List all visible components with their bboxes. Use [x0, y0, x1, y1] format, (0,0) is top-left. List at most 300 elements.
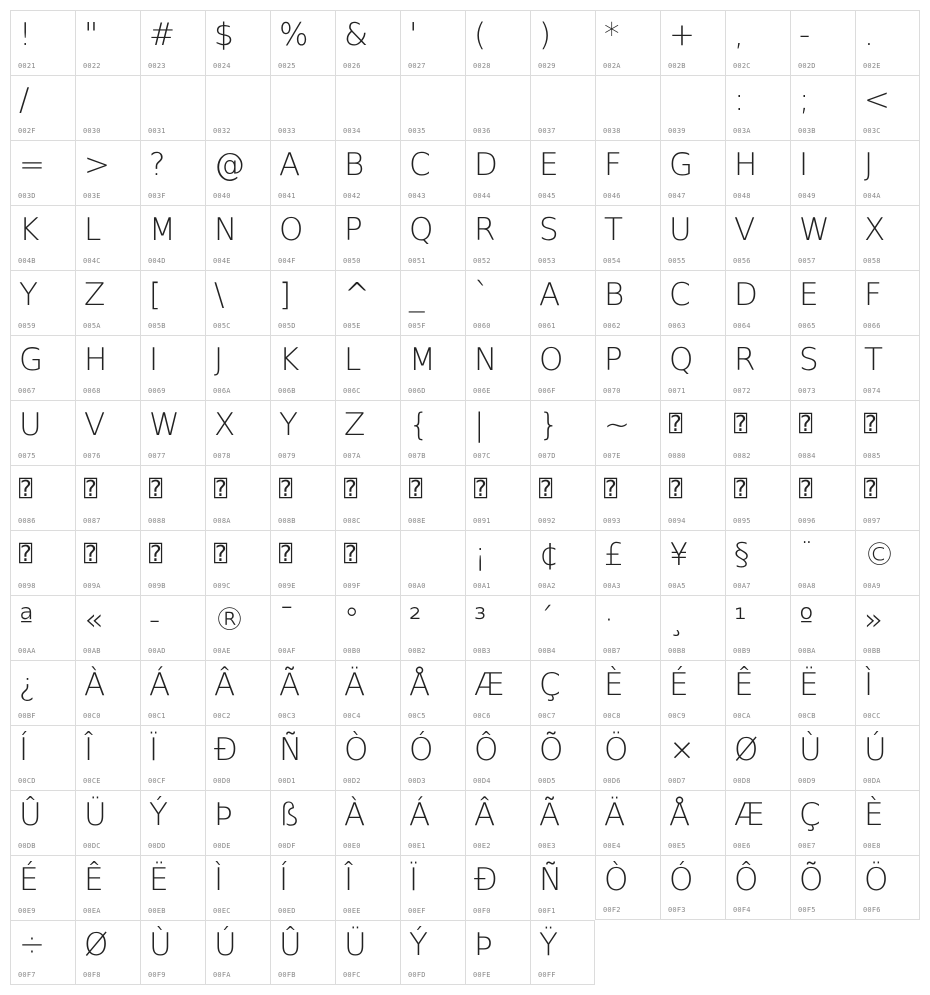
glyph-cell — [140, 920, 205, 985]
codepoint-label: 009C — [213, 582, 231, 590]
codepoint-label: 008A — [213, 517, 231, 525]
glyph-cell — [855, 75, 920, 140]
glyph-sample: Ä — [604, 797, 626, 833]
glyph-cell — [660, 400, 725, 465]
glyph-cell — [10, 465, 75, 530]
codepoint-label: 00C8 — [603, 712, 621, 720]
glyph-sample: Ê — [734, 667, 754, 703]
codepoint-label: 00D8 — [733, 777, 751, 785]
glyph-sample: Æ — [474, 667, 505, 703]
glyph-sample: Ò — [344, 732, 369, 768]
glyph-sample: Z — [344, 407, 366, 443]
glyph-cell — [205, 855, 270, 920]
glyph-cell — [335, 920, 400, 985]
glyph-cell — [140, 335, 205, 400]
glyph-cell — [790, 530, 855, 595]
glyph-sample: / — [19, 82, 30, 118]
glyph-sample: J — [864, 147, 874, 183]
glyph-cell — [400, 530, 465, 595]
glyph-cell — [855, 530, 920, 595]
codepoint-label: 0025 — [278, 62, 296, 70]
codepoint-label: 002D — [798, 62, 816, 70]
codepoint-label: 00CA — [733, 712, 751, 720]
codepoint-label: 0073 — [798, 387, 816, 395]
glyph-sample: G — [19, 342, 44, 378]
glyph-cell — [465, 660, 530, 725]
glyph-cell — [465, 855, 530, 920]
glyph-sample: ` — [474, 277, 490, 313]
glyph-sample: | — [474, 407, 485, 443]
codepoint-label: 00D2 — [343, 777, 361, 785]
glyph-sample: N — [474, 342, 498, 378]
glyph-sample: ® — [214, 602, 245, 638]
codepoint-label: 00A1 — [473, 582, 491, 590]
codepoint-label: 0038 — [603, 127, 621, 135]
glyph-cell — [270, 660, 335, 725]
glyph-sample: ⍰ — [409, 477, 423, 502]
codepoint-label: 00E4 — [603, 842, 621, 850]
glyph-cell — [595, 855, 660, 920]
glyph-cell — [10, 595, 75, 660]
glyph-sample: - — [799, 17, 811, 53]
glyph-cell — [465, 790, 530, 855]
glyph-cell — [10, 660, 75, 725]
codepoint-label: 0065 — [798, 322, 816, 330]
codepoint-label: 004A — [863, 192, 881, 200]
glyph-cell — [335, 725, 400, 790]
glyph-cell — [400, 270, 465, 335]
glyph-cell — [725, 595, 790, 660]
codepoint-label: 007D — [538, 452, 556, 460]
glyph-cell — [270, 270, 335, 335]
glyph-cell — [10, 725, 75, 790]
glyph-cell — [595, 270, 660, 335]
glyph-cell — [10, 855, 75, 920]
codepoint-label: 00CD — [18, 777, 36, 785]
glyph-sample: ⍰ — [19, 542, 33, 567]
glyph-cell — [270, 790, 335, 855]
glyph-cell — [140, 790, 205, 855]
glyph-sample: L — [84, 212, 102, 248]
glyph-cell — [855, 790, 920, 855]
codepoint-label: 0034 — [343, 127, 361, 135]
glyph-sample: W — [149, 407, 180, 443]
glyph-sample: A — [539, 277, 561, 313]
glyph-sample: Ð — [474, 862, 499, 898]
glyph-sample: E — [799, 277, 819, 313]
codepoint-label: 003C — [863, 127, 881, 135]
glyph-sample: ¿ — [19, 667, 36, 703]
glyph-cell — [855, 660, 920, 725]
codepoint-label: 006D — [408, 387, 426, 395]
codepoint-label: 00A5 — [668, 582, 686, 590]
glyph-sample: Ý — [409, 927, 428, 963]
glyph-cell — [595, 595, 660, 660]
glyph-sample: Û — [19, 797, 42, 833]
glyph-cell — [530, 920, 595, 985]
glyph-sample: D — [734, 277, 758, 313]
codepoint-label: 0054 — [603, 257, 621, 265]
codepoint-label: 00D3 — [408, 777, 426, 785]
codepoint-label: 0087 — [83, 517, 101, 525]
glyph-sample: ⍰ — [344, 477, 358, 502]
glyph-sample: \ — [214, 277, 225, 313]
glyph-sample: ª — [19, 602, 34, 638]
glyph-cell — [855, 140, 920, 205]
glyph-cell — [660, 790, 725, 855]
codepoint-label: 0047 — [668, 192, 686, 200]
codepoint-label: 0056 — [733, 257, 751, 265]
codepoint-label: 0062 — [603, 322, 621, 330]
glyph-cell — [660, 725, 725, 790]
codepoint-label: 00DF — [278, 842, 296, 850]
glyph-sample: ⍰ — [864, 412, 878, 437]
glyph-cell — [205, 205, 270, 270]
glyph-sample: ¸ — [669, 602, 685, 638]
glyph-cell — [660, 595, 725, 660]
glyph-cell — [660, 855, 725, 920]
codepoint-label: 00FA — [213, 971, 231, 979]
glyph-sample: = — [19, 147, 45, 183]
codepoint-label: 007C — [473, 452, 491, 460]
glyph-cell — [465, 920, 530, 985]
codepoint-label: 004D — [148, 257, 166, 265]
codepoint-label: 00AD — [148, 647, 166, 655]
glyph-cell — [140, 725, 205, 790]
glyph-sample: ] — [279, 277, 292, 313]
codepoint-label: 00A0 — [408, 582, 426, 590]
glyph-sample: Ü — [84, 797, 107, 833]
codepoint-label: 005E — [343, 322, 361, 330]
codepoint-label: 00F0 — [473, 907, 491, 915]
glyph-cell — [595, 530, 660, 595]
glyph-sample: ⍰ — [149, 477, 163, 502]
codepoint-label: 00DB — [18, 842, 36, 850]
glyph-sample: Å — [409, 667, 431, 703]
codepoint-label: 0028 — [473, 62, 491, 70]
codepoint-label: 005C — [213, 322, 231, 330]
glyph-sample: ⍰ — [799, 412, 813, 437]
glyph-cell — [400, 595, 465, 660]
codepoint-label: 00EF — [408, 907, 426, 915]
codepoint-label: 0091 — [473, 517, 491, 525]
glyph-sample: P — [604, 342, 623, 378]
glyph-sample: S — [799, 342, 819, 378]
codepoint-label: 00C9 — [668, 712, 686, 720]
codepoint-label: 004E — [213, 257, 231, 265]
codepoint-label: 0074 — [863, 387, 881, 395]
glyph-sample: ¨ — [799, 537, 815, 573]
glyph-sample: V — [734, 212, 756, 248]
codepoint-label: 006F — [538, 387, 556, 395]
glyph-sample: ⍰ — [604, 477, 618, 502]
codepoint-label: 00B3 — [473, 647, 491, 655]
codepoint-label: 00AF — [278, 647, 296, 655]
glyph-cell — [530, 790, 595, 855]
glyph-cell — [725, 530, 790, 595]
glyph-cell — [400, 465, 465, 530]
codepoint-label: 00FC — [343, 971, 361, 979]
glyph-sample: Ñ — [539, 862, 563, 898]
codepoint-label: 00E2 — [473, 842, 491, 850]
glyph-cell — [335, 790, 400, 855]
glyph-sample: G — [669, 147, 694, 183]
glyph-sample: , — [734, 17, 744, 53]
codepoint-label: 002F — [18, 127, 36, 135]
codepoint-label: 004C — [83, 257, 101, 265]
glyph-cell — [660, 530, 725, 595]
glyph-cell — [790, 855, 855, 920]
glyph-sample: Z — [84, 277, 106, 313]
glyph-cell — [530, 465, 595, 530]
glyph-cell — [465, 140, 530, 205]
codepoint-label: 002E — [863, 62, 881, 70]
glyph-sample: U — [19, 407, 42, 443]
glyph-sample: Y — [19, 277, 38, 313]
glyph-sample: ¡ — [474, 537, 487, 573]
glyph-cell — [10, 335, 75, 400]
glyph-cell — [855, 855, 920, 920]
glyph-cell — [855, 10, 920, 75]
glyph-cell — [205, 140, 270, 205]
glyph-cell — [75, 140, 140, 205]
glyph-cell — [270, 10, 335, 75]
glyph-sample: V — [84, 407, 106, 443]
codepoint-label: 002B — [668, 62, 686, 70]
glyph-sample: · — [604, 602, 614, 638]
codepoint-label: 00EA — [83, 907, 101, 915]
glyph-sample: È — [604, 667, 624, 703]
codepoint-label: 006C — [343, 387, 361, 395]
glyph-cell — [660, 270, 725, 335]
glyph-sample: Ÿ — [539, 927, 558, 963]
codepoint-label: 00CF — [148, 777, 166, 785]
glyph-sample: Ñ — [279, 732, 303, 768]
glyph-sample: ÷ — [19, 927, 45, 963]
glyph-cell — [465, 595, 530, 660]
codepoint-label: 00F6 — [863, 906, 881, 914]
glyph-cell — [205, 660, 270, 725]
glyph-cell — [10, 530, 75, 595]
glyph-cell — [595, 465, 660, 530]
glyph-cell — [725, 725, 790, 790]
glyph-sample: < — [864, 82, 890, 118]
codepoint-label: 007B — [408, 452, 426, 460]
glyph-cell — [725, 335, 790, 400]
glyph-cell — [75, 595, 140, 660]
glyph-cell — [75, 335, 140, 400]
codepoint-label: 00C5 — [408, 712, 426, 720]
codepoint-label: 00AA — [18, 647, 36, 655]
glyph-cell — [725, 790, 790, 855]
codepoint-label: 00BF — [18, 712, 36, 720]
glyph-sample: À — [344, 797, 366, 833]
glyph-cell — [725, 855, 790, 920]
codepoint-label: 0093 — [603, 517, 621, 525]
codepoint-label: 0053 — [538, 257, 556, 265]
glyph-cell — [140, 75, 205, 140]
codepoint-label: 0082 — [733, 452, 751, 460]
glyph-sample: ´ — [539, 602, 554, 638]
glyph-cell — [725, 140, 790, 205]
glyph-sample: ? — [149, 147, 166, 183]
codepoint-label: 00FD — [408, 971, 426, 979]
codepoint-label: 0033 — [278, 127, 296, 135]
glyph-cell — [465, 530, 530, 595]
glyph-cell — [855, 465, 920, 530]
glyph-cell — [790, 725, 855, 790]
glyph-cell — [790, 790, 855, 855]
codepoint-label: 0098 — [18, 582, 36, 590]
glyph-sample: ( — [474, 17, 487, 53]
glyph-sample: U — [669, 212, 692, 248]
glyph-sample: Ë — [799, 667, 819, 703]
glyph-cell — [75, 530, 140, 595]
glyph-sample: Î — [344, 862, 354, 898]
glyph-sample: Ú — [864, 732, 887, 768]
glyph-cell — [595, 660, 660, 725]
glyph-sample: [ — [149, 277, 162, 313]
glyph-sample: Ô — [734, 862, 759, 898]
glyph-cell — [140, 270, 205, 335]
glyph-sample: ⍰ — [539, 477, 553, 502]
glyph-sample: ¥ — [669, 537, 689, 573]
glyph-sample: Ã — [539, 797, 561, 833]
glyph-sample: } — [539, 407, 559, 443]
glyph-sample: ⍰ — [214, 542, 228, 567]
glyph-cell — [660, 75, 725, 140]
codepoint-label: 0024 — [213, 62, 231, 70]
codepoint-label: 00AB — [83, 647, 101, 655]
glyph-cell — [790, 465, 855, 530]
codepoint-label: 00FB — [278, 971, 296, 979]
glyph-cell — [400, 140, 465, 205]
codepoint-label: 004F — [278, 257, 296, 265]
glyph-cell — [595, 75, 660, 140]
glyph-sample: X — [864, 212, 886, 248]
glyph-sample: Å — [669, 797, 691, 833]
codepoint-label: 00A7 — [733, 582, 751, 590]
codepoint-label: 0041 — [278, 192, 296, 200]
glyph-sample: # — [149, 17, 175, 53]
codepoint-label: 0030 — [83, 127, 101, 135]
glyph-sample: R — [474, 212, 496, 248]
glyph-cell — [660, 660, 725, 725]
glyph-sample: ⍰ — [149, 542, 163, 567]
glyph-cell — [530, 530, 595, 595]
glyph-cell — [335, 335, 400, 400]
glyph-sample: - — [149, 602, 161, 638]
codepoint-label: 00E5 — [668, 842, 686, 850]
glyph-sample: Á — [149, 667, 171, 703]
glyph-sample: Ï — [409, 862, 419, 898]
codepoint-label: 00B9 — [733, 647, 751, 655]
glyph-sample: § — [734, 537, 750, 573]
codepoint-label: 00A8 — [798, 582, 816, 590]
codepoint-label: 006E — [473, 387, 491, 395]
glyph-cell — [790, 205, 855, 270]
glyph-sample: Þ — [474, 927, 493, 963]
glyph-cell — [270, 465, 335, 530]
glyph-cell — [660, 205, 725, 270]
glyph-cell — [335, 595, 400, 660]
codepoint-label: 0021 — [18, 62, 36, 70]
codepoint-label: 0039 — [668, 127, 686, 135]
codepoint-label: 00A2 — [538, 582, 556, 590]
glyph-cell — [400, 725, 465, 790]
glyph-cell — [10, 140, 75, 205]
glyph-sample: Ú — [214, 927, 237, 963]
glyph-sample: ⍰ — [214, 477, 228, 502]
glyph-cell — [790, 335, 855, 400]
glyph-sample: Q — [669, 342, 694, 378]
glyph-sample: ⍰ — [864, 477, 878, 502]
glyph-sample: ⍰ — [799, 477, 813, 502]
codepoint-label: 009F — [343, 582, 361, 590]
glyph-sample: Õ — [799, 862, 824, 898]
glyph-sample: S — [539, 212, 559, 248]
codepoint-label: 0055 — [668, 257, 686, 265]
glyph-sample: ⍰ — [279, 477, 293, 502]
glyph-cell — [465, 10, 530, 75]
codepoint-label: 00B8 — [668, 647, 686, 655]
codepoint-label: 00EE — [343, 907, 361, 915]
codepoint-label: 0063 — [668, 322, 686, 330]
glyph-sample: É — [19, 862, 39, 898]
glyph-cell — [270, 725, 335, 790]
glyph-sample: Ç — [799, 797, 821, 833]
glyph-cell — [75, 660, 140, 725]
glyph-cell — [270, 335, 335, 400]
glyph-cell — [335, 855, 400, 920]
glyph-cell — [335, 205, 400, 270]
glyph-cell — [530, 10, 595, 75]
codepoint-label: 003A — [733, 127, 751, 135]
glyph-cell — [530, 725, 595, 790]
glyph-sample: T — [604, 212, 623, 248]
glyph-sample: D — [474, 147, 498, 183]
glyph-sample: ¹ — [734, 602, 747, 638]
glyph-cell — [205, 335, 270, 400]
codepoint-label: 00F5 — [798, 906, 816, 914]
glyph-sample: Ù — [149, 927, 172, 963]
glyph-sample: Í — [19, 732, 29, 768]
glyph-sample: ³ — [474, 602, 487, 638]
codepoint-label: 00BB — [863, 647, 881, 655]
glyph-cell — [725, 400, 790, 465]
glyph-cell — [270, 920, 335, 985]
codepoint-label: 009B — [148, 582, 166, 590]
glyph-cell — [530, 205, 595, 270]
codepoint-label: 00C0 — [83, 712, 101, 720]
glyph-cell — [75, 855, 140, 920]
glyph-cell — [725, 10, 790, 75]
glyph-sample: Ê — [84, 862, 104, 898]
glyph-sample: H — [734, 147, 758, 183]
glyph-sample: ⍰ — [734, 477, 748, 502]
glyph-cell — [465, 205, 530, 270]
codepoint-label: 00F8 — [83, 971, 101, 979]
codepoint-label: 00D5 — [538, 777, 556, 785]
glyph-sample: ⍰ — [734, 412, 748, 437]
glyph-sample: Ò — [604, 862, 629, 898]
glyph-sample: ⍰ — [474, 477, 488, 502]
glyph-sample: Û — [279, 927, 302, 963]
glyph-sample: F — [864, 277, 882, 313]
glyph-cell — [140, 140, 205, 205]
codepoint-label: 0095 — [733, 517, 751, 525]
codepoint-label: 007A — [343, 452, 361, 460]
